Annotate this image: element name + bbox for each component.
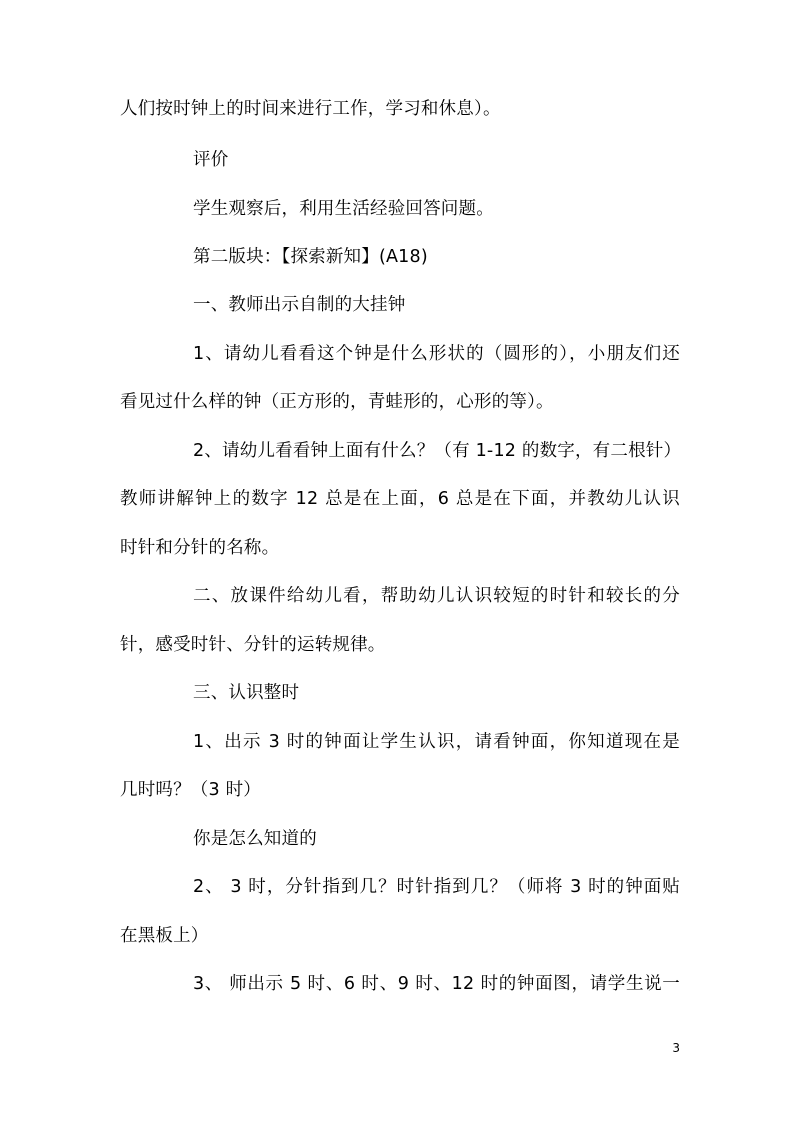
page-number: 3 [672, 1041, 680, 1055]
text-line-15: 几时吗？（3 时） [120, 780, 261, 800]
text-line-12: 针，感受时针、分针的运转规律。 [120, 635, 386, 655]
text-line-7: 看见过什么样的钟（正方形的，青蛙形的，心形的等）。 [120, 392, 554, 412]
text-line-11: 二、放课件给幼儿看，帮助幼儿认识较短的时针和较长的分 [193, 586, 680, 606]
text-line-6: 1、请幼儿看看这个钟是什么形状的（圆形的），小朋友们还 [193, 344, 680, 364]
text-line-18: 在黑板上） [120, 926, 209, 946]
text-line-19: 3、 师出示 5 时、6 时、9 时、12 时的钟面图，请学生说一 [193, 974, 680, 994]
text-line-10: 时针和分针的名称。 [120, 538, 280, 558]
text-line-16: 你是怎么知道的 [193, 829, 317, 849]
text-line-17: 2、 3 时，分针指到几？时针指到几？（师将 3 时的钟面贴 [193, 877, 680, 897]
text-line-4: 第二版块：【探索新知】(A18) [193, 247, 428, 267]
text-line-13: 三、认识整时 [193, 683, 300, 703]
text-line-2: 评价 [193, 150, 229, 170]
text-line-5: 一、教师出示自制的大挂钟 [193, 295, 406, 315]
text-line-9: 教师讲解钟上的数字 12 总是在上面，6 总是在下面，并教幼儿认识 [120, 489, 680, 509]
text-line-8: 2、请幼儿看看钟上面有什么？（有 1-12 的数字，有二根针） [193, 441, 682, 461]
text-line-3: 学生观察后，利用生活经验回答问题。 [193, 199, 494, 219]
text-line-1: 人们按时钟上的时间来进行工作，学习和休息）。 [120, 99, 501, 119]
text-line-14: 1、出示 3 时的钟面让学生认识，请看钟面，你知道现在是 [193, 732, 680, 752]
